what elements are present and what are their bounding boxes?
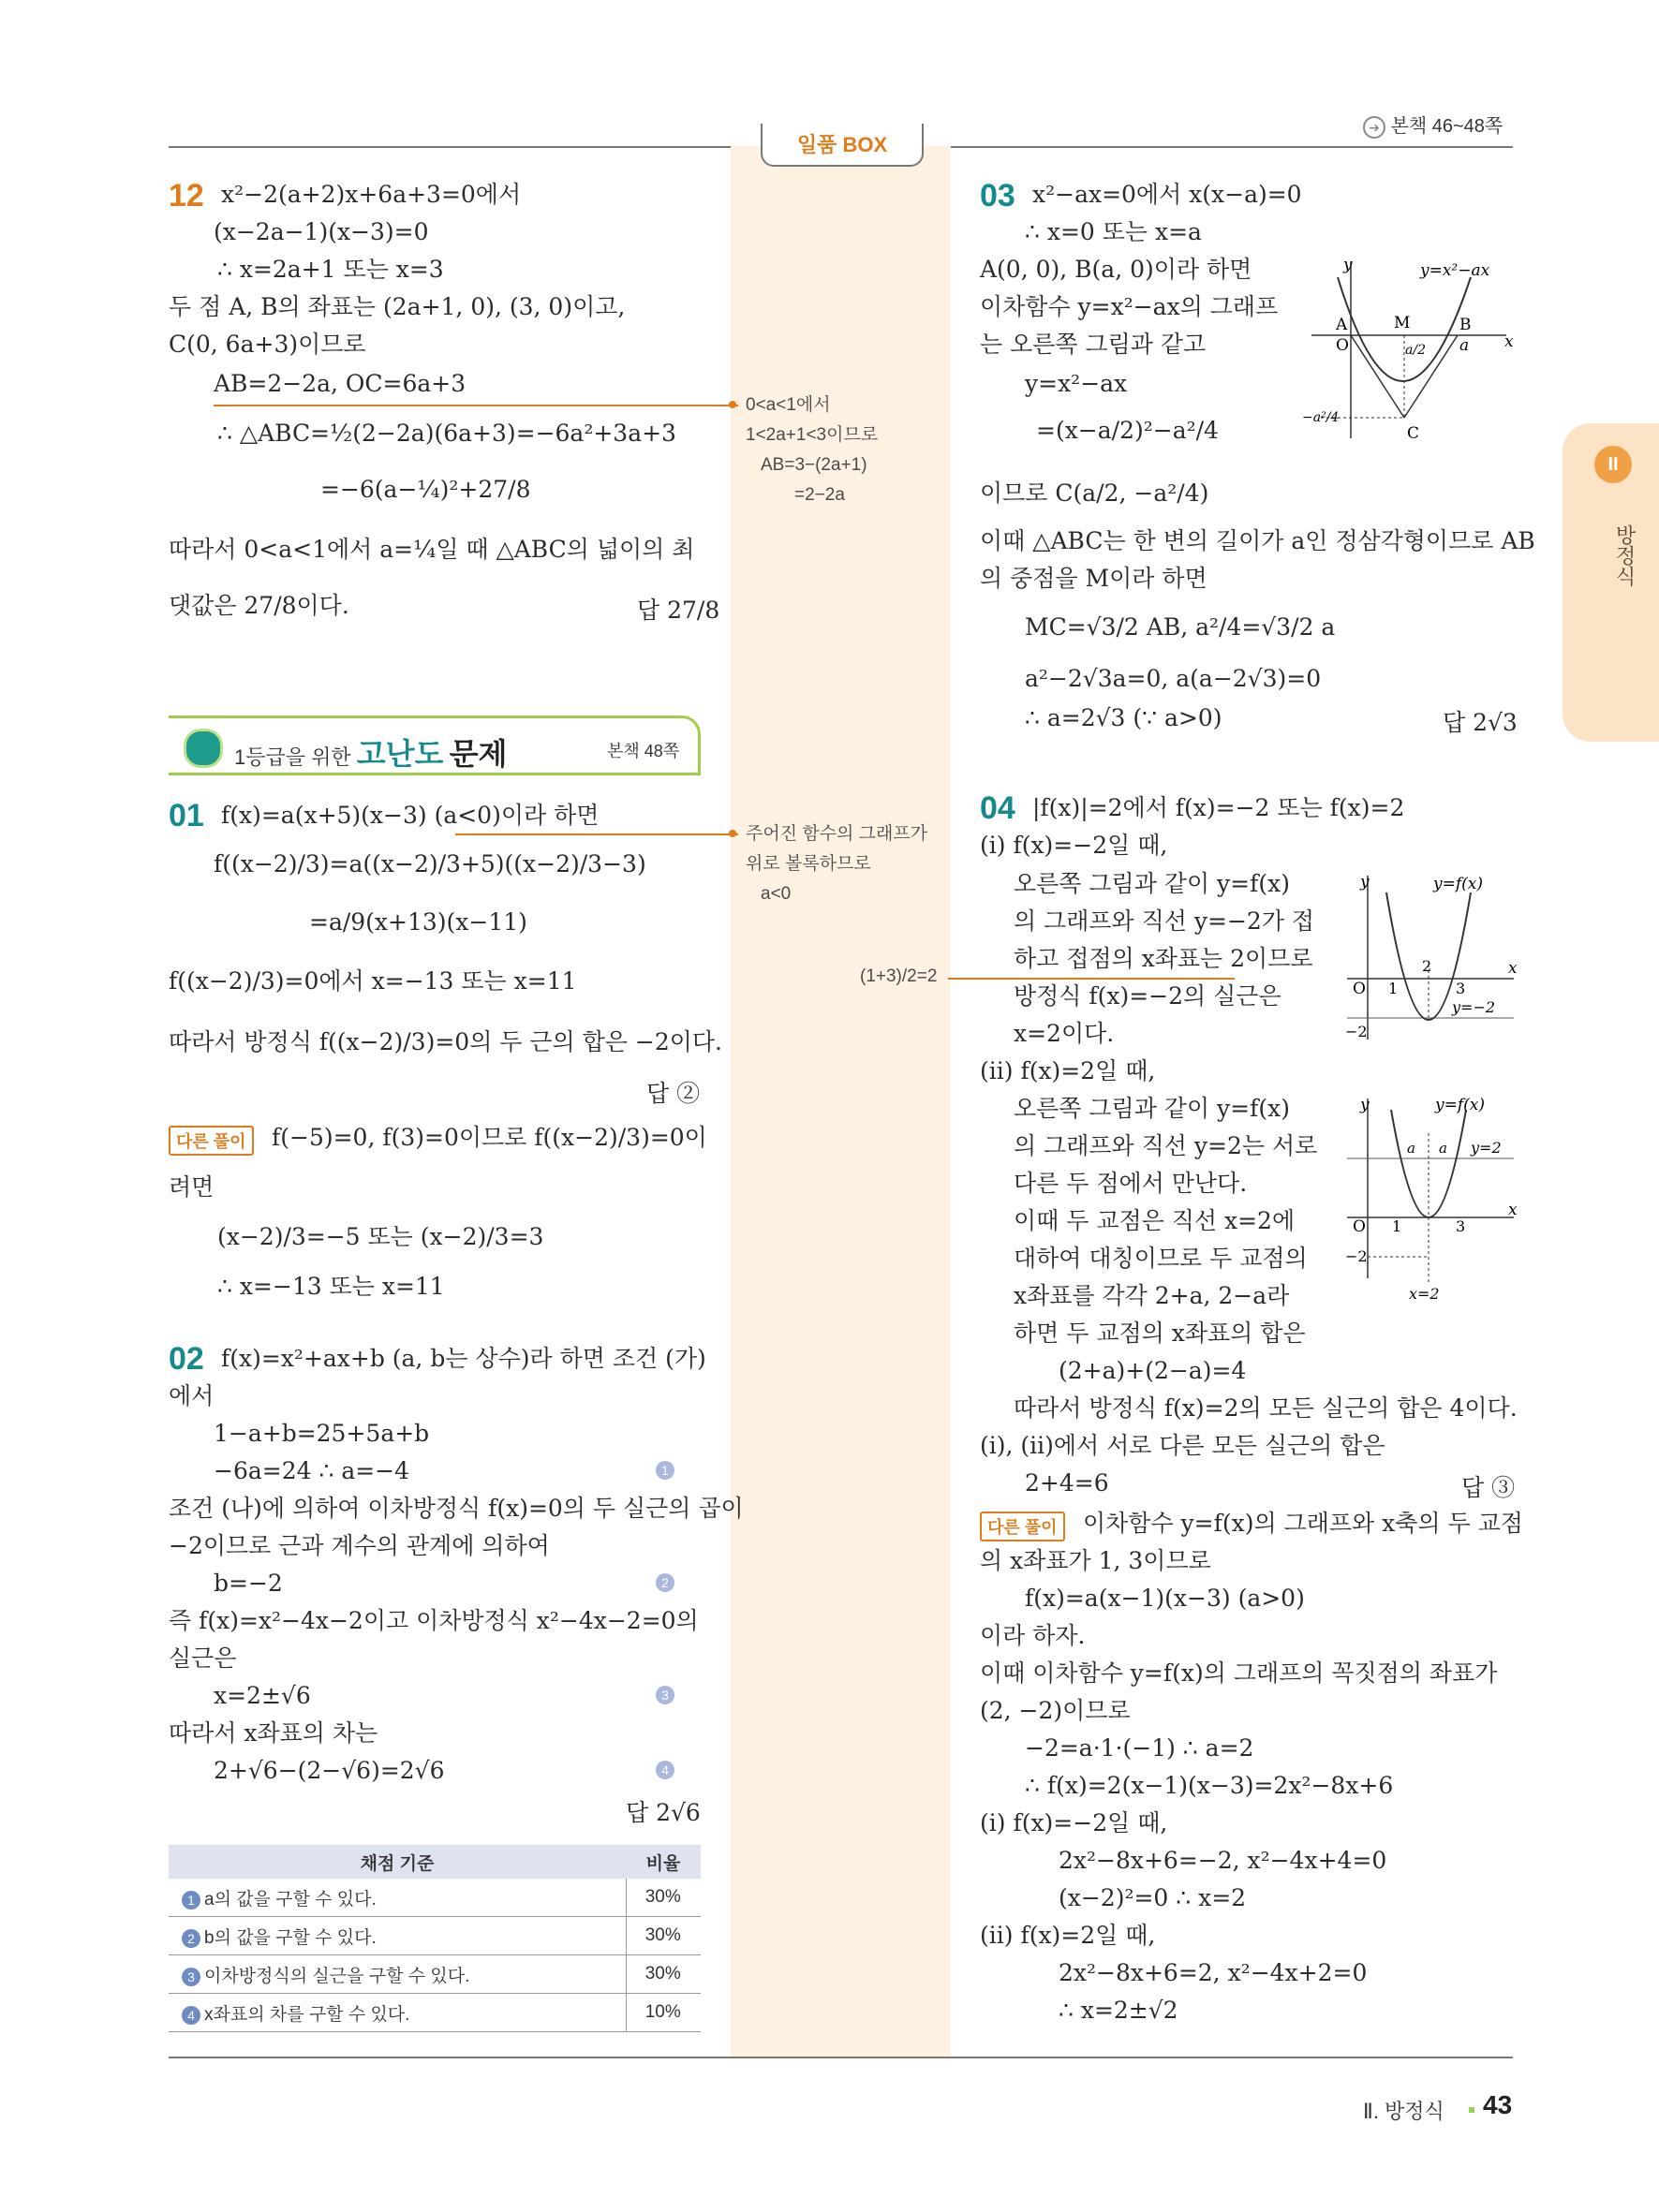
p04-alt-line: (ii) f(x)=2일 때, [980,1922,1156,1949]
p04-alt-line: (x−2)²=0 ∴ x=2 [1059,1884,1247,1911]
p12-line: x²−2(a+2)x+6a+3=0에서 [221,181,522,208]
p04-line: 하고 접점의 x좌표는 2이므로 [1014,945,1313,972]
side-note: =2−2a [794,485,845,505]
p12-line: 댓값은 27/8이다. [169,592,349,619]
p04-line: 따라서 방정식 f(x)=2의 모든 실근의 합은 4이다. [1014,1394,1518,1422]
p04-line: x=2이다. [1014,1020,1115,1047]
table-row: 2 b의 값을 구할 수 있다. 30% [169,1917,701,1955]
axis-label: x [1504,332,1514,351]
p02-line: −6a=24 ∴ a=−4 [214,1457,410,1484]
side-note: a<0 [761,884,792,904]
p02-line: −2이므로 근과 계수의 관계에 의하여 [169,1532,550,1559]
p03-line: =(x−a/2)²−a²/4 [1036,417,1219,444]
arrow-circle-icon: ➔ [1363,116,1385,139]
p02-line: x=2±√6 [214,1682,311,1709]
tick-label: −a²/4 [1302,410,1340,425]
p02-line: 에서 [169,1382,215,1409]
tick-label: a [1439,1140,1447,1157]
side-note: (1+3)/2=2 [860,966,938,986]
p04-line: 하면 두 교점의 x좌표의 합은 [1014,1320,1306,1347]
p03-line: 의 중점을 M이라 하면 [980,565,1207,592]
p04-line: 의 그래프와 직선 y=−2가 접 [1014,907,1315,935]
p03-line: 이때 △ABC는 한 변의 길이가 a인 정삼각형이므로 AB [980,527,1535,554]
tick-label: a/2 [1405,343,1426,358]
p01-line: f((x−2)/3)=a((x−2)/3+5)((x−2)/3−3) [214,850,646,877]
side-tab-roman: II [1594,446,1632,483]
graph-fx-2 [1340,1091,1518,1306]
line-label: x=2 [1409,1285,1440,1303]
p04-line: 방정식 f(x)=−2의 실근은 [1014,982,1281,1010]
problem-12-number: 12 [169,178,204,214]
note-dot [729,830,736,837]
p01-alt-line: 려면 [169,1173,215,1201]
p12-line: 두 점 A, B의 좌표는 (2a+1, 0), (3, 0)이고, [169,293,626,320]
axis-label: x [1508,1201,1518,1219]
table-row: 1 a의 값을 구할 수 있다. 30% [169,1879,701,1917]
p03-line: x²−ax=0에서 x(x−a)=0 [1032,181,1302,208]
p02-line: 따라서 x좌표의 차는 [169,1719,378,1747]
p12-line: ∴ △ABC=½(2−2a)(6a+3)=−6a²+3a+3 [217,420,676,447]
p04-line: 2+4=6 [1025,1469,1109,1497]
p02-line: b=−2 [214,1570,283,1597]
point-label: O [1353,980,1366,998]
p03-line: 이므로 C(a/2, −a²/4) [980,479,1209,507]
problem-04-number: 04 [980,790,1015,826]
curve-label: y=f(x) [1433,875,1483,893]
p04-line: 대하여 대칭이므로 두 교점의 [1014,1245,1308,1272]
p01-alt-line: ∴ x=−13 또는 x=11 [217,1273,445,1300]
header-ref: ➔ 본책 46~48쪽 [1363,111,1503,139]
p03-line: 는 오른쪽 그림과 같고 [980,331,1207,358]
tick-label: 1 [1388,980,1399,997]
footer-chapter: Ⅱ. 방정식 [1363,2100,1444,2123]
footer-rule [169,2057,1513,2058]
p01-alt-line: f(−5)=0, f(3)=0이므로 f((x−2)/3)=0이 [272,1124,707,1151]
table-row: 3 이차방정식의 실근을 구할 수 있다. 30% [169,1955,701,1994]
line-label: y=−2 [1452,998,1496,1016]
table-row: 4 x좌표의 차를 구할 수 있다. 10% [169,1994,701,2032]
side-note: AB=3−(2a+1) [761,455,867,475]
point-label: A [1336,316,1348,334]
line-label: y=2 [1471,1139,1502,1157]
p01-line: f((x−2)/3)=0에서 x=−13 또는 x=11 [169,967,577,995]
alt-solution-tag: 다른 풀이 [169,1126,254,1156]
tick-label: 3 [1456,980,1466,997]
axis-label: y [1360,1096,1370,1114]
tick-label: −2 [1345,1023,1368,1040]
table-header: 채점 기준 [169,1845,626,1879]
p03-line: y=x²−ax [1025,370,1128,397]
p04-alt-line: ∴ f(x)=2(x−1)(x−3)=2x²−8x+6 [1025,1772,1394,1799]
tick-label: a [1407,1140,1415,1157]
p04-alt-line: −2=a·1·(−1) ∴ a=2 [1025,1734,1254,1762]
p12-line: =−6(a−¼)²+27/8 [320,476,531,503]
p03-line: ∴ x=0 또는 x=a [1025,218,1202,245]
step-marker: 2 [656,1573,674,1592]
curve-label: y=x²−ax [1420,261,1490,280]
table-header: 비율 [626,1845,701,1879]
p12-answer: 답 27/8 [637,597,720,624]
center-tab-label: 일품 BOX [796,133,888,156]
p01-alt-line: (x−2)/3=−5 또는 (x−2)/3=3 [217,1223,544,1250]
side-tab-label: 방정식 [1613,524,1637,586]
section-ref: 본책 48쪽 [607,742,680,760]
p04-alt-line: 이때 이차함수 y=f(x)의 그래프의 꼭짓점의 좌표가 [980,1659,1498,1687]
medal-icon [184,729,223,768]
p12-line: AB=2−2a, OC=6a+3 [214,370,467,397]
p04-alt-line: f(x)=a(x−1)(x−3) (a>0) [1025,1585,1305,1612]
side-note: 1<2a+1<3이므로 [746,425,879,445]
axis-label: y [1343,256,1353,274]
p04-line: 의 그래프와 직선 y=2는 서로 [1014,1132,1318,1159]
p01-line: f(x)=a(x+5)(x−3) (a<0)이라 하면 [221,802,600,829]
axis-label: y [1360,873,1370,892]
p03-line: 이차함수 y=x²−ax의 그래프 [980,293,1279,320]
p12-line: 따라서 0<a<1에서 a=¼일 때 △ABC의 넓이의 최 [169,536,695,563]
connector-line [948,978,1235,980]
p01-line: 따라서 방정식 f((x−2)/3)=0의 두 근의 합은 −2이다. [169,1028,722,1055]
problem-01-number: 01 [169,798,204,833]
point-label: O [1336,336,1349,355]
p04-alt-line: ∴ x=2±√2 [1059,1997,1178,2024]
p04-line: 오른쪽 그림과 같이 y=f(x) [1014,870,1290,897]
point-label: B [1459,316,1472,334]
p04-alt-line: 의 x좌표가 1, 3이므로 [980,1547,1211,1574]
p04-line: 오른쪽 그림과 같이 y=f(x) [1014,1095,1290,1122]
note-dot [729,401,736,408]
p02-answer: 답 2√6 [626,1799,701,1826]
p01-answer: 답 ② [646,1080,701,1107]
p03-line: A(0, 0), B(a, 0)이라 하면 [980,256,1252,283]
step-marker: 4 [656,1761,674,1779]
p12-line: (x−2a−1)(x−3)=0 [214,218,429,245]
p04-answer: 답 ③ [1461,1474,1516,1501]
p04-line: x좌표를 각각 2+a, 2−a라 [1014,1282,1290,1309]
tick-label: a [1459,336,1470,355]
p04-alt-line: (2, −2)이므로 [980,1697,1131,1724]
p03-line: ∴ a=2√3 (∵ a>0) [1025,704,1222,731]
problem-02-number: 02 [169,1341,204,1377]
point-label: C [1407,424,1420,443]
side-note: 0<a<1에서 [746,395,831,415]
side-note: 주어진 함수의 그래프가 [746,824,928,844]
p12-line: C(0, 6a+3)이므로 [169,331,366,358]
page-number: 43 [1483,2090,1513,2119]
tick-label: 3 [1456,1217,1466,1235]
point-label: O [1353,1217,1366,1236]
tick-label: 1 [1392,1217,1402,1235]
p03-answer: 답 2√3 [1443,709,1518,736]
step-marker: 3 [656,1686,674,1704]
graph-parabola-03 [1302,251,1518,448]
connector-line [455,833,738,835]
tick-label: −2 [1345,1247,1368,1265]
p03-line: a²−2√3a=0, a(a−2√3)=0 [1025,665,1322,692]
p02-line: 2+√6−(2−√6)=2√6 [214,1757,445,1784]
scoring-table [169,1845,701,2032]
p02-line: 즉 f(x)=x²−4x−2이고 이차방정식 x²−4x−2=0의 [169,1607,699,1634]
p01-line: =a/9(x+13)(x−11) [309,908,527,936]
p04-line: (i), (ii)에서 서로 다른 모든 실근의 합은 [980,1432,1385,1459]
section-title-rest: 문제 [449,737,508,771]
p04-line: |f(x)|=2에서 f(x)=−2 또는 f(x)=2 [1032,794,1405,821]
step-marker: 1 [656,1461,674,1480]
section-title [234,730,507,774]
p04-line: 이때 두 교점은 직선 x=2에 [1014,1207,1296,1234]
p04-alt-line: 2x²−8x+6=−2, x²−4x+4=0 [1059,1847,1387,1874]
problem-03-number: 03 [980,178,1015,214]
p02-line: 1−a+b=25+5a+b [214,1420,430,1447]
point-label: M [1394,314,1411,332]
curve-label: y=f(x) [1435,1096,1485,1114]
connector-line [214,405,738,406]
p03-line: MC=√3/2 AB, a²/4=√3/2 a [1025,613,1336,641]
p04-alt-line: 이차함수 y=f(x)의 그래프와 x축의 두 교점 [1083,1510,1523,1537]
section-title-bold: 고난도 [356,737,444,771]
graph-fx-minus2 [1340,866,1518,1044]
p04-line: 다른 두 점에서 만난다. [1014,1170,1248,1197]
alt-solution-tag: 다른 풀이 [980,1512,1065,1541]
tick-label: 2 [1422,957,1432,975]
footer-dot [1469,2107,1474,2113]
p04-alt-line: 이라 하자. [980,1622,1086,1649]
p04-alt-line: (i) f(x)=−2일 때, [980,1809,1168,1836]
axis-label: x [1508,959,1518,978]
side-note: 위로 볼록하므로 [746,854,871,874]
section-prefix: 1등급을 위한 [234,745,351,769]
p04-line: (i) f(x)=−2일 때, [980,832,1168,859]
p02-line: f(x)=x²+ax+b (a, b는 상수)라 하면 조건 (가) [221,1345,706,1372]
p04-line: (ii) f(x)=2일 때, [980,1057,1156,1084]
p12-line: ∴ x=2a+1 또는 x=3 [217,256,444,283]
p02-line: 실근은 [169,1644,237,1672]
p04-line: (2+a)+(2−a)=4 [1059,1357,1247,1384]
p04-alt-line: 2x²−8x+6=2, x²−4x+2=0 [1059,1959,1368,1986]
p02-line: 조건 (나)에 의하여 이차방정식 f(x)=0의 두 실근의 곱이 [169,1495,744,1522]
